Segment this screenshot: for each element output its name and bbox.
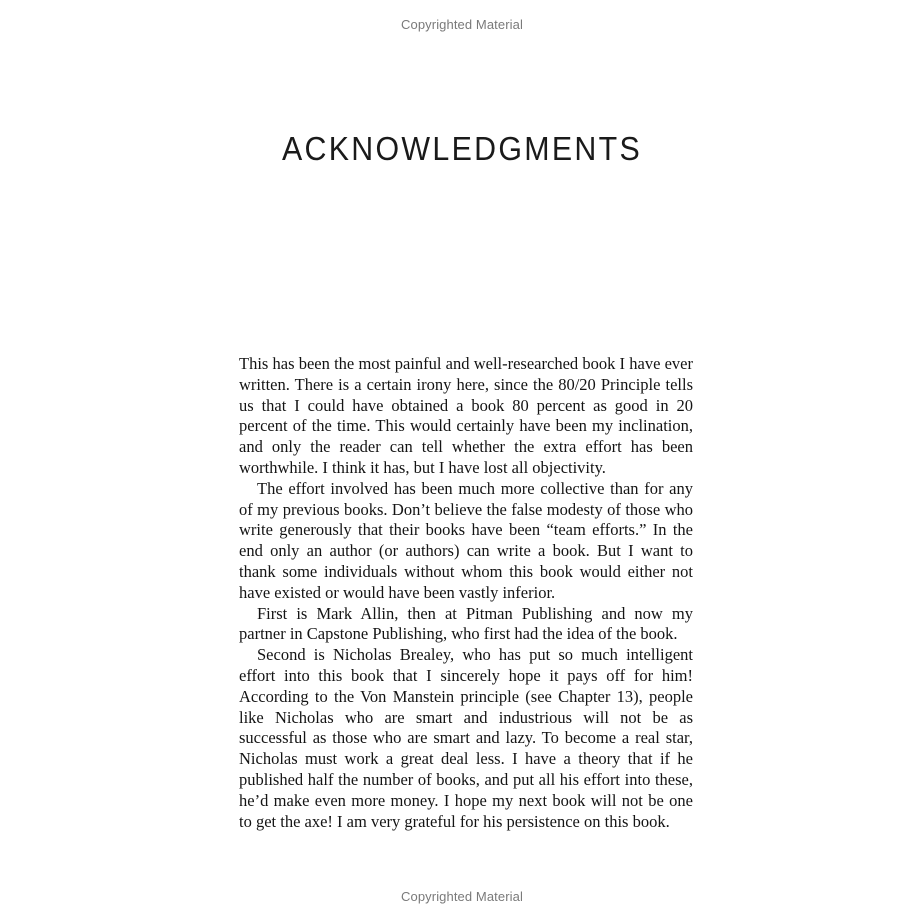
- chapter-title: ACKNOWLEDGMENTS: [281, 130, 643, 167]
- paragraph-1: This has been the most painful and well-researched book I have ever written. There is a certain irony here, since the 80/20 Principle tells us that I could have obtained a book 80 percent as good in 20 percent of the time. This would certainly have been my inclination, and only the reader can tell whether the extra effort has been worthwhile. I think it has, but I have lost all objectivity.: [239, 354, 693, 477]
- paragraph-2: The effort involved has been much more collective than for any of my previous books. Don’t believe the false modesty of those who write generously that their books have been “team efforts.” In the end only an author (or authors) can write a book. But I want to thank some individuals without whom this book would either not have existed or would have been vastly inferior.: [239, 478, 693, 602]
- copyright-watermark-bottom: Copyrighted Material: [401, 889, 523, 904]
- paragraph-4: Second is Nicholas Brealey, who has put so much intelligent effort into this book that I sincerely hope it pays off for him! According to the Von Manstein principle (see Chapter 13), people like Nicholas who are smart and industrious will not be as successful as those who are smart and lazy. To become a real star, Nicholas must work a great deal less. I have a theory that if he published half the number of books, and put all his effort into these, he’d make even more money. I hope my next book will not be one to get the axe! I am very grateful for his persistence on this book.: [239, 645, 693, 831]
- acknowledgments-body: [239, 354, 693, 832]
- paragraph-3: First is Mark Allin, then at Pitman Publishing and now my partner in Capstone Publishing, who first had the idea of the book.: [239, 603, 693, 644]
- copyright-watermark-top: Copyrighted Material: [401, 17, 523, 32]
